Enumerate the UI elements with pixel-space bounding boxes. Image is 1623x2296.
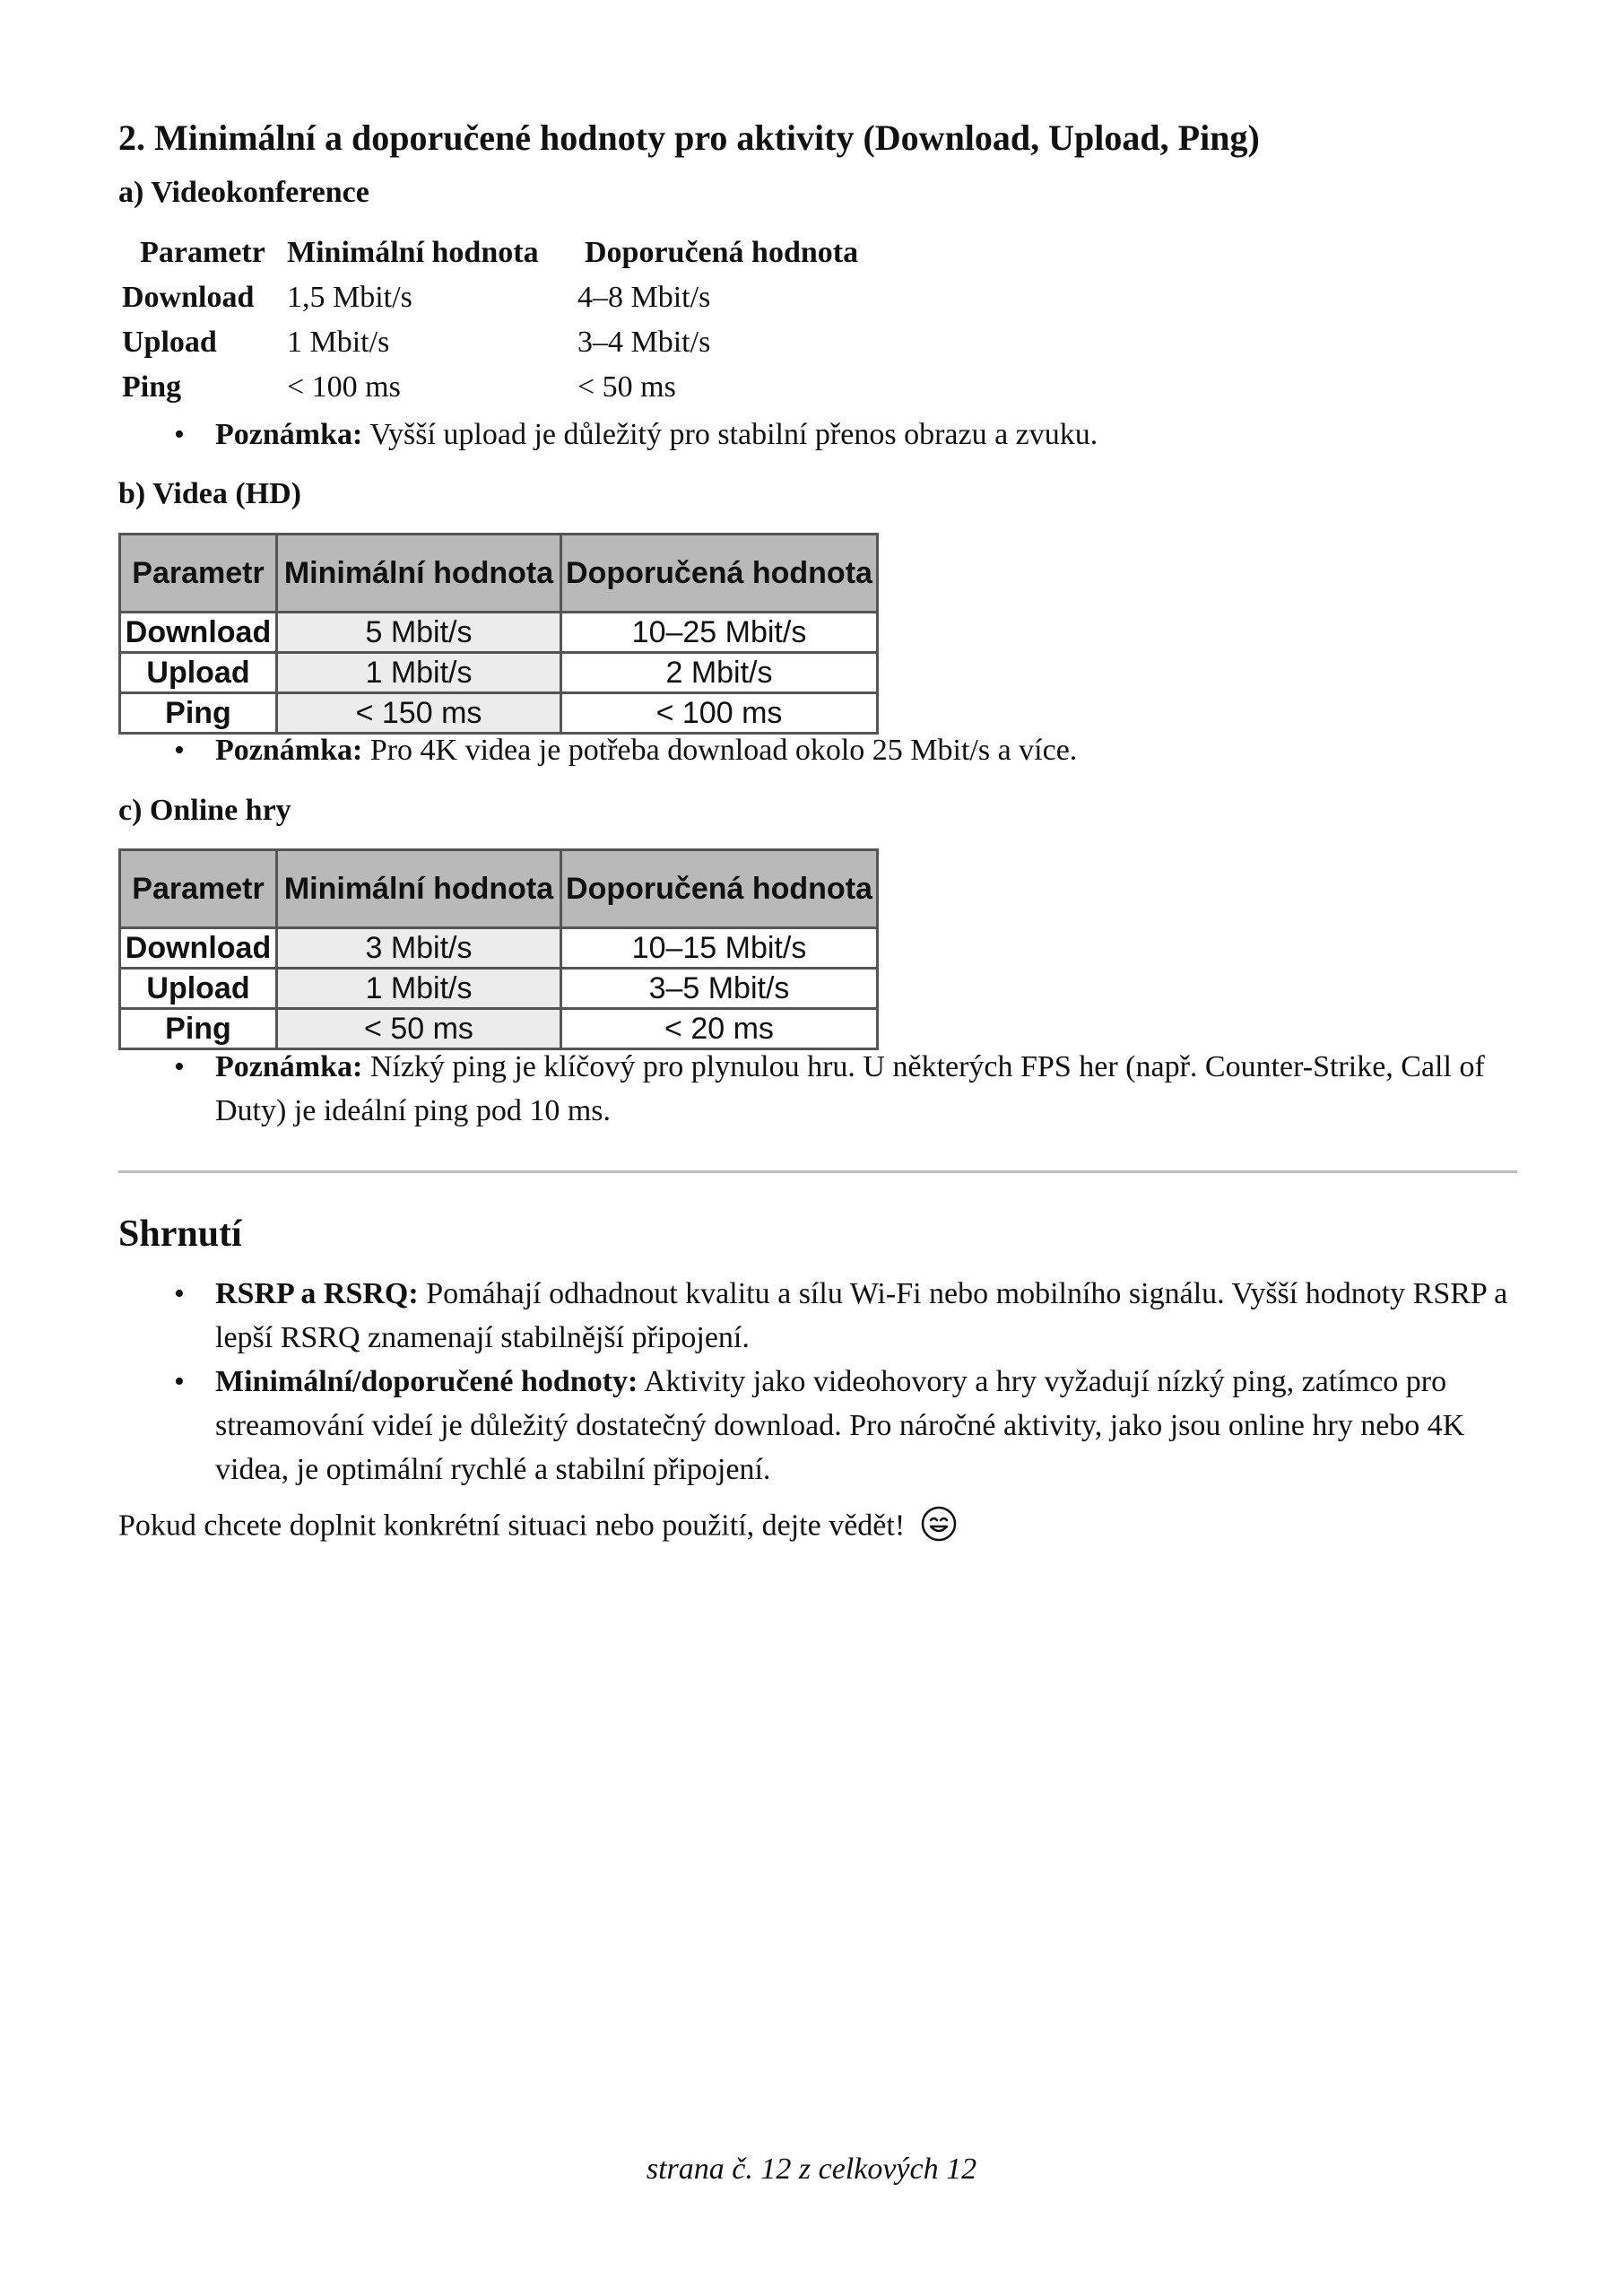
table-cell: Download <box>122 281 255 314</box>
table-cell: 2 Mbit/s <box>561 653 878 693</box>
table-row <box>120 969 878 1009</box>
table-cell: 1 Mbit/s <box>287 326 390 359</box>
table-cell: Upload <box>120 969 277 1009</box>
table-cell: 3–5 Mbit/s <box>561 969 878 1009</box>
games-table <box>118 848 879 1050</box>
bullet: • <box>174 1365 185 1398</box>
table-cell: Ping <box>120 693 277 734</box>
header-cell: Minimální hodnota <box>287 236 539 269</box>
note-text: Nízký ping je klíčový pro plynulou hru. U některých FPS her (např. Counter-Strike, Call of Duty) je ideální ping pod 10 ms. <box>215 1050 1485 1127</box>
header-cell: Parametr <box>120 535 277 613</box>
bullet: • <box>174 418 185 451</box>
table-row <box>120 1009 878 1049</box>
note-text: Pro 4K videa je potřeba download okolo 25 Mbit/s a více. <box>362 734 1078 767</box>
section-heading: 2. Minimální a doporučené hodnoty pro aktivity (Download, Upload, Ping) <box>118 117 1260 158</box>
summary-heading: Shrnutí <box>118 1213 242 1255</box>
summary-item-text: Pomáhají odhadnout kvalitu a sílu Wi-Fi nebo mobilního signálu. Vyšší hodnoty RSRP a lepší RSRQ znamenají stabilnější připojení. <box>215 1277 1508 1354</box>
videos-heading: b) Videa (HD) <box>118 477 301 510</box>
header-cell: Doporučená hodnota <box>561 850 878 928</box>
list-item <box>118 728 1517 772</box>
table-row <box>118 275 858 320</box>
table-cell: < 100 ms <box>561 693 878 734</box>
table-cell: < 20 ms <box>561 1009 878 1049</box>
table-cell: Download <box>120 613 277 653</box>
table-cell: Download <box>120 928 277 969</box>
table-row <box>118 320 858 365</box>
videoconference-notes <box>118 413 1517 457</box>
header-cell: Doporučená hodnota <box>585 236 859 269</box>
table-cell: < 150 ms <box>277 693 561 734</box>
list-item <box>118 413 1517 457</box>
table-cell: 3 Mbit/s <box>277 928 561 969</box>
table-cell: Upload <box>120 653 277 693</box>
table-cell: < 100 ms <box>287 370 401 404</box>
games-notes <box>118 1045 1517 1133</box>
table-cell: 10–15 Mbit/s <box>561 928 878 969</box>
note-text: Vyšší upload je důležitý pro stabilní přenos obrazu a zvuku. <box>362 418 1098 451</box>
table-header-row <box>120 535 878 613</box>
table-cell: Ping <box>122 370 182 404</box>
table-row <box>120 653 878 693</box>
summary-item-label: RSRP a RSRQ: <box>215 1277 419 1310</box>
table-row <box>118 365 858 410</box>
table-row <box>120 928 878 969</box>
closing-text: Pokud chcete doplnit konkrétní situaci nebo použití, dejte vědět! <box>118 1509 906 1543</box>
table-cell: 10–25 Mbit/s <box>561 613 878 653</box>
summary-list <box>118 1272 1517 1492</box>
note-label: Poznámka: <box>215 734 363 767</box>
smiling-face-icon <box>920 1505 958 1551</box>
list-item <box>118 1045 1517 1133</box>
videos-table <box>118 533 879 735</box>
summary-item-label: Minimální/doporučené hodnoty: <box>215 1365 638 1398</box>
table-row <box>120 693 878 734</box>
note-label: Poznámka: <box>215 418 363 451</box>
bullet: • <box>174 1277 185 1310</box>
header-cell: Parametr <box>120 850 277 928</box>
table-cell: 1 Mbit/s <box>277 969 561 1009</box>
header-cell: Parametr <box>140 236 265 269</box>
bullet: • <box>174 1050 185 1083</box>
videos-notes <box>118 728 1517 772</box>
table-cell: < 50 ms <box>277 1009 561 1049</box>
table-row <box>120 613 878 653</box>
table-header-row <box>118 230 858 275</box>
page-footer: strana č. 12 z celkových 12 <box>646 2152 977 2186</box>
summary-item-text: Aktivity jako videohovory a hry vyžadují nízký ping, zatímco pro streamování videí je důležitý dostatečný download. Pro náročné aktivity, jako jsou online hry nebo 4K videa, je optimální rychlé a stabilní připojení. <box>215 1365 1465 1486</box>
table-cell: 3–4 Mbit/s <box>577 326 711 359</box>
videoconference-heading: a) Videokonference <box>118 176 369 209</box>
list-item <box>118 1360 1517 1492</box>
table-cell: 5 Mbit/s <box>277 613 561 653</box>
bullet: • <box>174 734 185 767</box>
table-header-row <box>120 850 878 928</box>
table-cell: 1,5 Mbit/s <box>287 281 412 314</box>
list-item <box>118 1272 1517 1360</box>
table-cell: < 50 ms <box>577 370 676 404</box>
note-label: Poznámka: <box>215 1050 363 1083</box>
table-cell: Ping <box>120 1009 277 1049</box>
horizontal-divider <box>118 1170 1517 1173</box>
header-cell: Doporučená hodnota <box>561 535 878 613</box>
header-cell: Minimální hodnota <box>277 850 561 928</box>
header-cell: Minimální hodnota <box>277 535 561 613</box>
games-heading: c) Online hry <box>118 794 291 827</box>
table-cell: Upload <box>122 326 217 359</box>
table-cell: 1 Mbit/s <box>277 653 561 693</box>
closing-line <box>118 1505 958 1551</box>
table-cell: 4–8 Mbit/s <box>577 281 711 314</box>
videoconference-table <box>118 230 858 410</box>
